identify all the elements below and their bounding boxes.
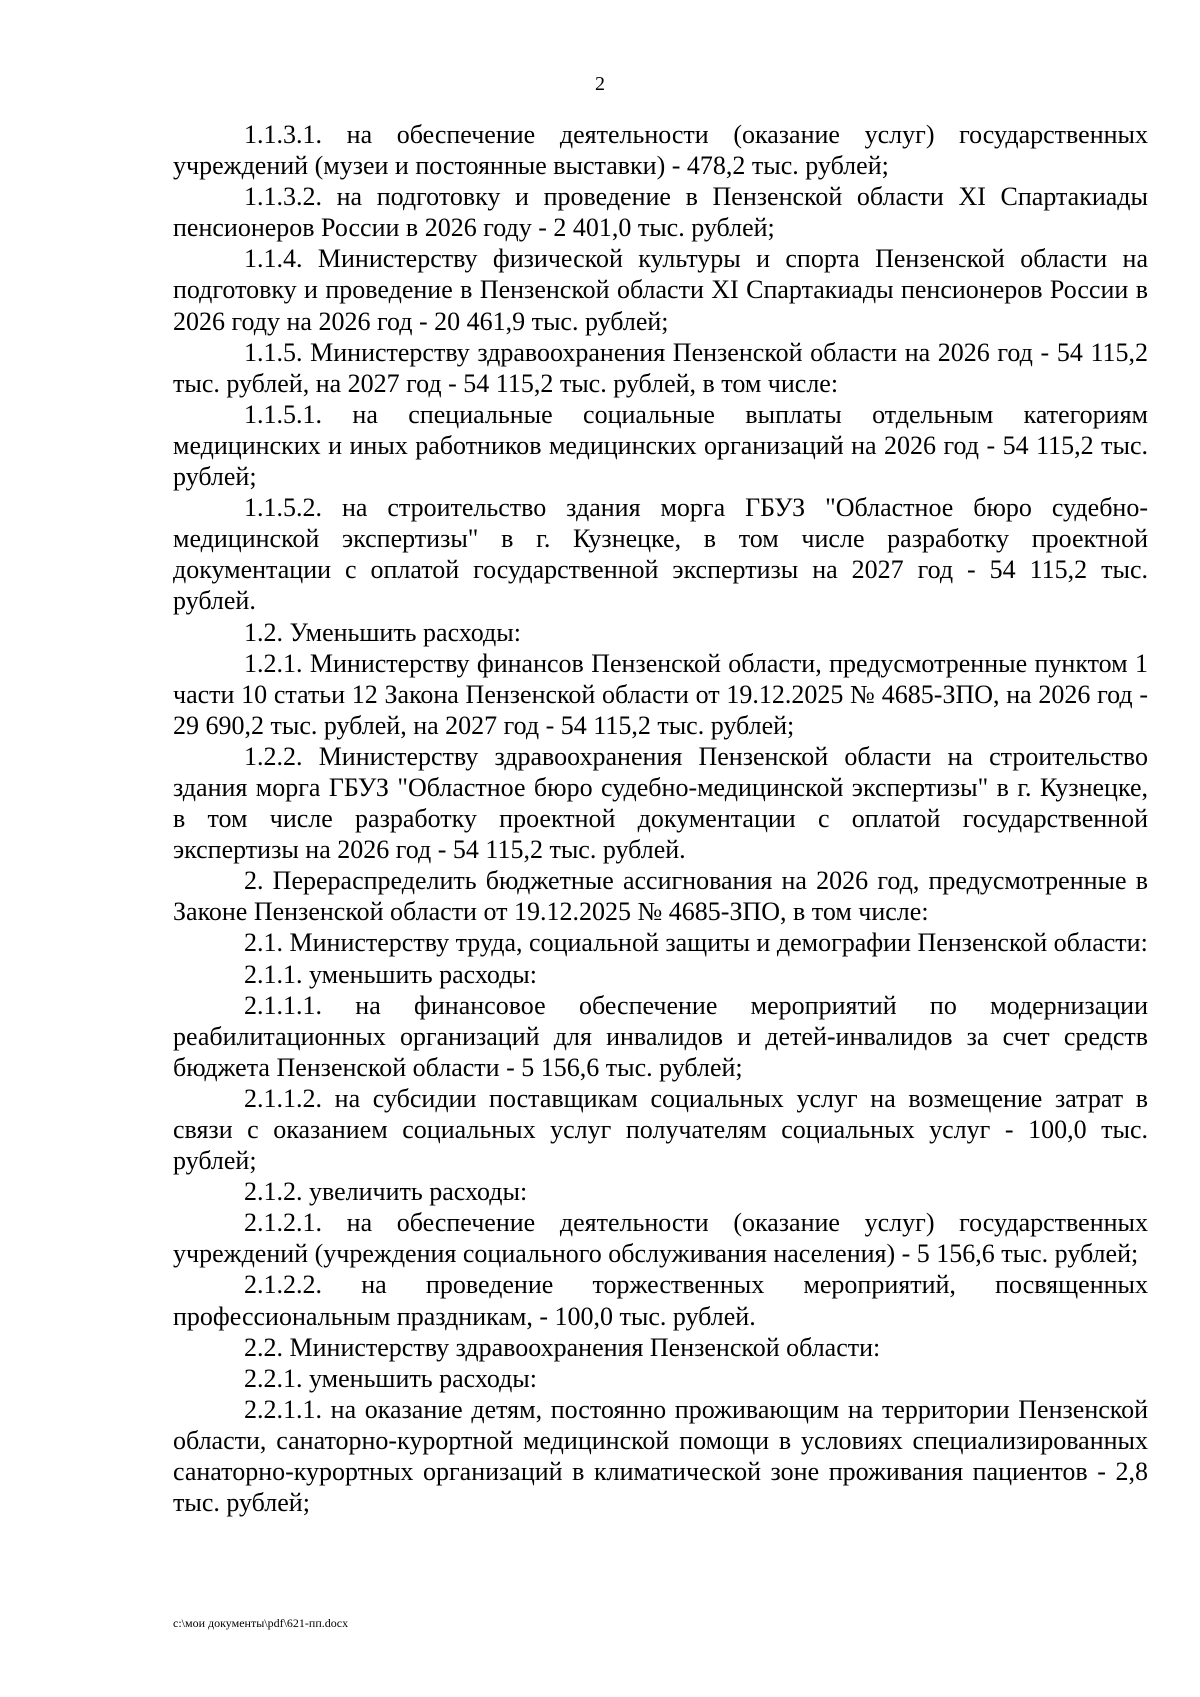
- paragraph: 2.1.2.1. на обеспечение деятельности (оказание услуг) государственных учреждений (учреждения социального обслуживания населения) - 5 156,6 тыс. рублей;: [173, 1208, 1148, 1269]
- paragraph: 2.2.1.1. на оказание детям, постоянно проживающим на территории Пензенской области, санаторно-курортной медицинской помощи в условиях специализированных санаторно-курортных организаций в климатической зоне проживания пациентов - 2,8 тыс. рублей;: [173, 1394, 1148, 1518]
- paragraph: 1.2.2. Министерству здравоохранения Пензенской области на строительство здания морга ГБУЗ "Областное бюро судебно-медицинской экспертизы" в г. Кузнецке, в том числе разработку проектной документации с оплатой государственной экспертизы на 2026 год - 54 115,2 тыс. рублей.: [173, 741, 1148, 865]
- page-number: 2: [595, 73, 605, 95]
- paragraph: 2.1.2.2. на проведение торжественных мероприятий, посвященных профессиональным праздникам, - 100,0 тыс. рублей.: [173, 1270, 1148, 1331]
- paragraph: 1.1.3.1. на обеспечение деятельности (оказание услуг) государственных учреждений (музеи и постоянные выставки) - 478,2 тыс. рублей;: [173, 120, 1148, 181]
- paragraph: 2.2.1. уменьшить расходы:: [244, 1363, 537, 1393]
- document-body: [173, 119, 1148, 1518]
- paragraph: 1.1.4. Министерству физической культуры и спорта Пензенской области на подготовку и проведение в Пензенской области XI Спартакиады пенсионеров России в 2026 году на 2026 год - 20 461,9 тыс. рублей;: [173, 244, 1148, 336]
- paragraph: 1.1.5.2. на строительство здания морга ГБУЗ "Областное бюро судебно-медицинской экспертизы" в г. Кузнецке, в том числе разработку проектной документации с оплатой государственной экспертизы на 2027 год - 54 115,2 тыс. рублей.: [173, 493, 1148, 616]
- paragraph: 1.2. Уменьшить расходы:: [244, 617, 521, 647]
- paragraph: 1.1.3.2. на подготовку и проведение в Пензенской области XI Спартакиады пенсионеров России в 2026 году - 2 401,0 тыс. рублей;: [173, 182, 1148, 243]
- paragraph: 2.1.1.1. на финансовое обеспечение мероприятий по модернизации реабилитационных организаций для инвалидов и детей-инвалидов за счет средств бюджета Пензенской области - 5 156,6 тыс. рублей;: [173, 990, 1148, 1082]
- paragraph: 2.2. Министерству здравоохранения Пензенской области:: [244, 1332, 881, 1362]
- paragraph: 2.1.1.2. на субсидии поставщикам социальных услуг на возмещение затрат в связи с оказанием социальных услуг получателям социальных услуг - 100,0 тыс. рублей;: [173, 1083, 1148, 1176]
- paragraph: 1.2.1. Министерству финансов Пензенской области, предусмотренные пунктом 1 части 10 статьи 12 Закона Пензенской области от 19.12.2025 № 4685-ЗПО, на 2026 год - 29 690,2 тыс. рублей, на 2027 год - 54 115,2 тыс. рублей;: [173, 648, 1148, 740]
- paragraph: 2.1.1. уменьшить расходы:: [244, 959, 537, 989]
- paragraph: 1.1.5.1. на специальные социальные выплаты отдельным категориям медицинских и иных работников медицинских организаций на 2026 год - 54 115,2 тыс. рублей;: [173, 399, 1148, 492]
- paragraph: 2. Перераспределить бюджетные ассигнования на 2026 год, предусмотренные в Законе Пензенской области от 19.12.2025 № 4685-ЗПО, в том числе:: [173, 866, 1148, 927]
- footer-file-path: c:\мои документы\pdf\621-пп.docx: [173, 1616, 349, 1630]
- paragraph: 2.1. Министерству труда, социальной защиты и демографии Пензенской области:: [244, 928, 1148, 958]
- paragraph: 2.1.2. увеличить расходы:: [244, 1177, 528, 1207]
- paragraph: 1.1.5. Министерству здравоохранения Пензенской области на 2026 год - 54 115,2 тыс. рублей, на 2027 год - 54 115,2 тыс. рублей, в том числе:: [173, 337, 1148, 398]
